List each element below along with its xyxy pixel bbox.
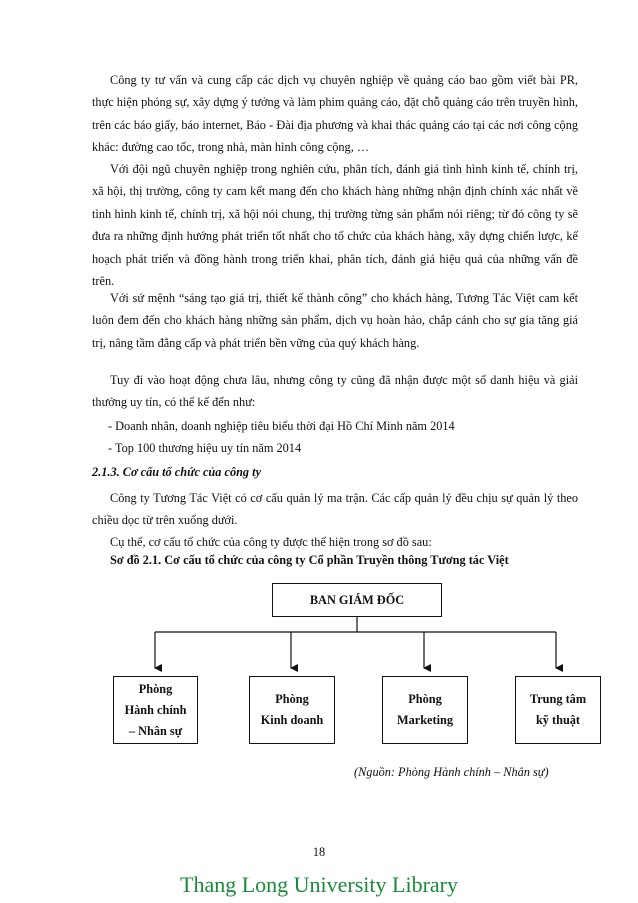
section-heading: 2.1.3. Cơ cấu tổ chức của công ty	[92, 465, 262, 479]
department-line: kỹ thuật	[535, 713, 581, 727]
department-line: Hành chính	[124, 702, 187, 717]
department-box	[515, 676, 601, 744]
paragraph-mission: Với sứ mệnh “sáng tạo giá trị, thiết kế thành công” cho khách hàng, Tương Tác Việt cam kết luôn đem đến cho khách hàng những sản phẩm, dịch vụ hoàn hảo, chắp cánh cho sự gia tăng giá trị, nâng tầm đẳng cấp và phát triển bền vững của quý khách hàng.	[92, 291, 578, 350]
department-line: Phòng	[408, 692, 442, 706]
paragraph-services: Công ty tư vấn và cung cấp các dịch vụ chuyên nghiệp về quảng cáo bao gồm viết bài PR, thực hiện phóng sự, xây dựng ý tưởng và làm phim quảng cáo, đặt chỗ quảng cáo trên truyền hình, trên các báo giấy, báo internet, Báo - Đài địa phương và khai thác quảng cáo tại các nơi công cộng khác: đường cao tốc, trong nhà, màn hình công cộng, …	[92, 73, 578, 155]
department-line: Marketing	[396, 713, 453, 727]
department-line: Trung tâm	[529, 692, 587, 706]
department-box	[382, 676, 468, 744]
award-item: - Top 100 thương hiệu uy tín năm 2014	[108, 441, 302, 455]
page-number: 18	[312, 845, 326, 859]
department-line: Phòng	[138, 681, 173, 696]
department-line: Kinh doanh	[260, 713, 324, 727]
paragraph-team: Với đội ngũ chuyên nghiệp trong nghiên cứu, phân tích, đánh giá tình hình kinh tế, chính trị, xã hội, thị trường, công ty cam kết mang đến cho khách hàng những nhận định chính xác nhất về tình hình kinh tế, chính trị, xã hội nói chung, thị trường từng sản phẩm nói riêng; từ đó công ty sẽ đưa ra những định hướng phát triển tốt nhất cho tổ chức của khách hàng, xây dựng chiến lược, kế hoạch phát triển và đồng hành trong triển khai, phân tích, đánh giá hiệu quả của những vấn đề trên.	[92, 162, 578, 289]
department-line: Phòng	[275, 692, 309, 706]
board-of-directors-label: BAN GIÁM ĐỐC	[309, 592, 405, 607]
library-watermark: Thang Long University Library	[180, 872, 458, 897]
department-box	[113, 676, 198, 744]
diagram-caption: Sơ đồ 2.1. Cơ cấu tổ chức của công ty Cổ phần Truyền thông Tương tác Việt	[110, 553, 509, 567]
award-item: - Doanh nhân, doanh nghiệp tiêu biểu thời đại Hồ Chí Minh năm 2014	[108, 419, 455, 433]
paragraph-diagram-intro: Cụ thể, cơ cấu tổ chức của công ty được thể hiện trong sơ đồ sau:	[110, 535, 432, 549]
department-line: – Nhân sự	[128, 723, 183, 738]
diagram-source: (Nguồn: Phòng Hành chính – Nhân sự)	[354, 765, 549, 779]
board-of-directors-box	[272, 583, 442, 617]
paragraph-structure: Công ty Tương Tác Việt có cơ cấu quản lý ma trận. Các cấp quản lý đều chịu sự quản lý theo chiều dọc từ trên xuống dưới.	[92, 491, 578, 528]
department-box	[249, 676, 335, 744]
paragraph-awards-intro: Tuy đi vào hoạt động chưa lâu, nhưng công ty cũng đã nhận được một số danh hiệu và giải thưởng uy tín, có thể kể đến như:	[92, 373, 578, 410]
